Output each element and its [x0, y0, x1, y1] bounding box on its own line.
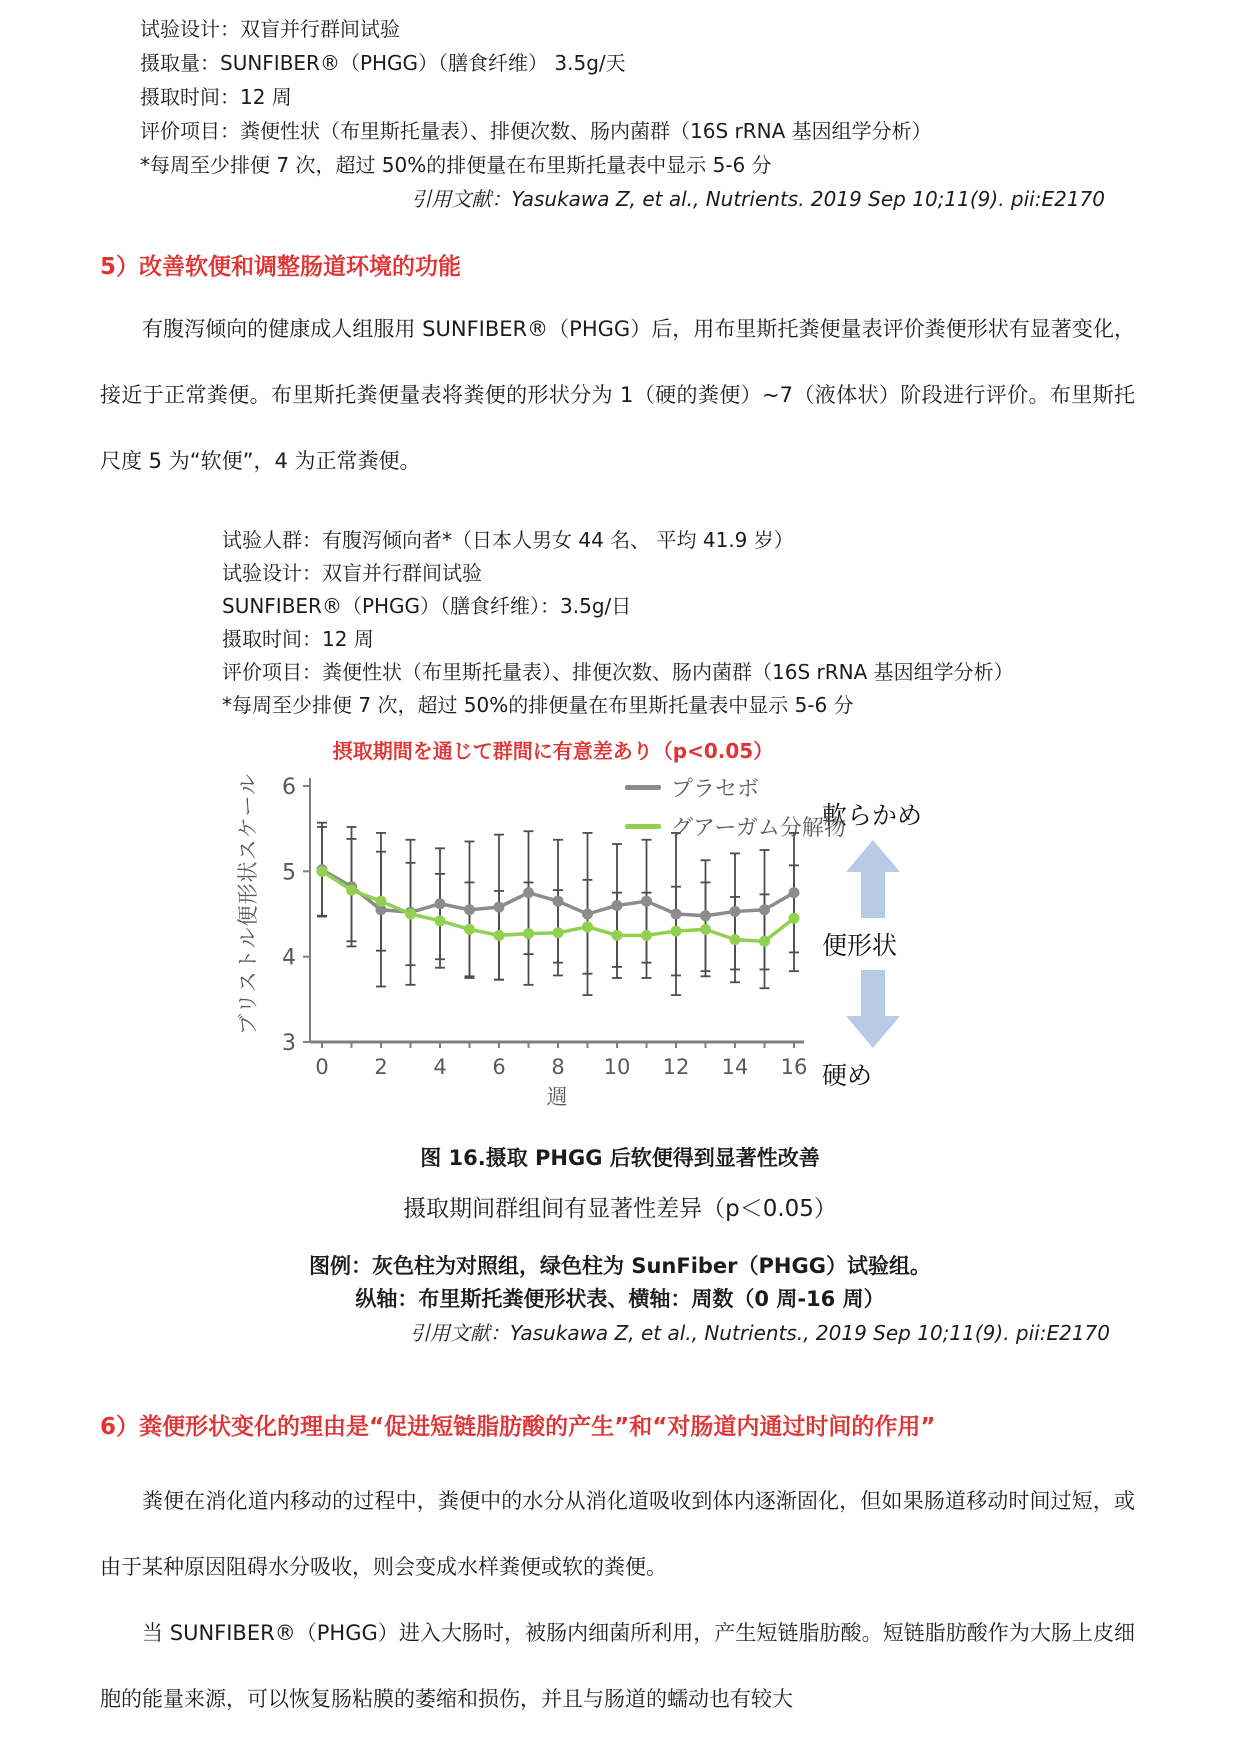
y-axis-label: ブリストル便形状スケール [236, 772, 260, 1036]
legend-label: グアーガム分解物 [671, 816, 846, 841]
detail-line: *每周至少排便 7 次，超过 50%的排便量在布里斯托量表中显示 5-6 分 [222, 693, 854, 717]
stool-form-label: 便形状 [822, 931, 898, 960]
svg-text:2: 2 [374, 1055, 388, 1079]
citation-reference: 引用文献：Yasukawa Z, et al., Nutrients. 2019 Sep 10;11(9). pii:E2170 [411, 187, 1105, 211]
svg-text:6: 6 [282, 775, 296, 800]
svg-text:12: 12 [662, 1055, 690, 1079]
detail-line: 摄取时间：12 周 [140, 85, 292, 109]
svg-text:4: 4 [282, 945, 296, 971]
legend-item-placebo [625, 772, 846, 803]
legend-item-guargum [625, 811, 846, 842]
significance-caption: 摄取期间群组间有显著性差异（p＜0.05） [403, 1196, 837, 1222]
chart-column [230, 736, 846, 1110]
hard-label: 硬め [822, 1061, 873, 1090]
axes-description: 纵轴：布里斯托粪便形状表、横轴：周数（0 周-16 周） [355, 1287, 885, 1311]
detail-line: 摄取量：SUNFIBER®（PHGG）（膳食纤维） 3.5g/天 [140, 51, 626, 75]
svg-text:4: 4 [433, 1055, 447, 1079]
svg-text:5: 5 [282, 860, 296, 886]
detail-line: SUNFIBER®（PHGG）（膳食纤维）：3.5g/日 [222, 594, 632, 618]
legend-label: プラセボ [671, 777, 760, 802]
arrow-up-icon [844, 840, 902, 918]
detail-line: 摄取时间：12 周 [222, 627, 374, 651]
svg-text:8: 8 [551, 1055, 565, 1079]
y-axis [282, 775, 310, 1056]
section-5-heading: 5）改善软便和调整肠道环境的功能 [100, 254, 462, 280]
citation-reference-2: 引用文献：Yasukawa Z, et al., Nutrients., 2019 Sep 10;11(9). pii:E2170 [410, 1321, 1110, 1345]
detail-line: *每周至少排便 7 次，超过 50%的排便量在布里斯托量表中显示 5-6 分 [140, 153, 772, 177]
study-details-block-2 [222, 524, 1240, 722]
chart-legend [625, 772, 846, 842]
section-5-paragraph: 有腹泻倾向的健康成人组服用 SUNFIBER®（PHGG）后，用布里斯托粪便量表评价粪便形状有显著变化，接近于正常粪便。布里斯托粪便量表将粪便的形状分为 1（硬的粪便）~7（液体状）阶段进行评价。布里斯托尺度 5 为“软便”，4 为正常粪便。 [100, 317, 1135, 473]
figure-16 [230, 736, 1240, 1110]
arrow-down-icon [844, 970, 902, 1048]
soft-label: 軟らかめ [822, 801, 923, 830]
svg-text:0: 0 [315, 1055, 329, 1079]
svg-text:16: 16 [780, 1055, 808, 1079]
detail-line: 评价项目：粪便性状（布里斯托量表）、排便次数、肠内菌群（16S rRNA 基因组学分析） [222, 660, 1014, 684]
guargum-line-swatch [625, 824, 661, 829]
detail-line: 试验设计：双盲并行群间试验 [222, 561, 482, 585]
legend-description: 图例：灰色柱为对照组，绿色柱为 SunFiber（PHGG）试验组。 [309, 1254, 931, 1278]
study-details-block-1 [0, 0, 1240, 182]
figure-caption: 图 16.摄取 PHGG 后软便得到显著性改善 [420, 1146, 820, 1170]
section-6-paragraphs [100, 1468, 1135, 1732]
x-axis-title: 週 [546, 1085, 568, 1109]
svg-text:10: 10 [603, 1055, 631, 1079]
detail-line: 试验人群：有腹泻倾向者*（日本人男女 44 名、 平均 41.9 岁） [222, 528, 794, 552]
detail-line: 评价项目：粪便性状（布里斯托量表）、排便次数、肠内菌群（16S rRNA 基因组学分析） [140, 119, 932, 143]
section-6-paragraph-2: 当 SUNFIBER®（PHGG）进入大肠时，被肠内细菌所利用，产生短链脂肪酸。短链脂肪酸作为大肠上皮细胞的能量来源，可以恢复肠粘膜的萎缩和损伤，并且与肠道的蠕动也有较大 [100, 1621, 1135, 1711]
section-6-paragraph-1: 粪便在消化道内移动的过程中，粪便中的水分从消化道吸收到体内逐渐固化，但如果肠道移动时间过短，或由于某种原因阻碍水分吸收，则会变成水样粪便或软的粪便。 [100, 1489, 1135, 1579]
chart-title: 摂取期間を通じて群間に有意差あり（p<0.05） [332, 739, 774, 763]
x-axis [310, 1042, 807, 1109]
svg-text:14: 14 [721, 1055, 749, 1079]
svg-text:6: 6 [492, 1055, 506, 1079]
placebo-line-swatch [625, 785, 661, 790]
detail-line: 试验设计：双盲并行群间试验 [140, 17, 400, 41]
svg-text:3: 3 [282, 1031, 296, 1056]
section-6-heading: 6）粪便形状变化的理由是“促进短链脂肪酸的产生”和“对肠道内通过时间的作用” [100, 1414, 936, 1440]
